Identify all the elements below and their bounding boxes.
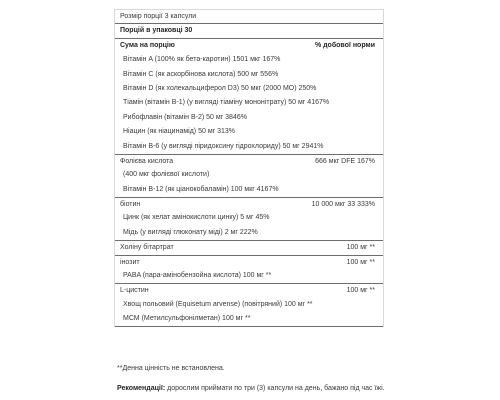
folic-acid-label: Фолієва кислота: [120, 157, 174, 165]
nutrient-row: (400 мкг фолієвої кислоти): [123, 171, 210, 179]
daily-value-footnote: **Денна цінність не встановлена.: [117, 365, 225, 372]
nutrient-row: Вітамін B-6 (у вигляді піридоксину гідрохлориду) 50 мг 2941%: [123, 142, 324, 150]
inositol-amount: 100 мг **: [346, 258, 375, 266]
nutrient-row: Вітамін A (100% як бета-каротин) 1501 мкг 167%: [123, 56, 281, 64]
biotin-label: біотин: [120, 201, 141, 209]
folic-acid-row: [115, 154, 383, 168]
nutrient-row: Ніацин (як ніацинамід) 50 мг 313%: [123, 128, 236, 136]
supplement-facts-table: [114, 9, 384, 327]
servings-per-container: Порцій в упаковці 30: [115, 24, 383, 38]
inositol-row: [115, 255, 383, 269]
l-cystine-label: L-цистин: [120, 287, 149, 295]
nutrient-row: МСМ (Метилсульфонілметан) 100 мг **: [115, 312, 383, 326]
nutrient-row: Вітамін B-12 (як ціанокобаламін) 100 мкг 4167%: [123, 185, 279, 193]
nutrient-row: Хвощ польовий (Equisetum arvense) (повітряний) 100 мг **: [123, 300, 313, 308]
choline-row: [115, 240, 383, 254]
table-header: [115, 39, 383, 53]
l-cystine-row: [115, 283, 383, 297]
nutrient-row: Рибофлавін (вітамін B-2) 50 мг 3846%: [123, 113, 247, 121]
inositol-label: інозит: [120, 258, 140, 266]
nutrient-row: Тіамін (вітамін B-1) (у вигляді тіаміну мононітрату) 50 мг 4167%: [123, 99, 330, 107]
l-cystine-amount: 100 мг **: [346, 287, 375, 295]
nutrient-row: Вітамін C (як аскорбінова кислота) 500 мг 556%: [123, 70, 279, 78]
biotin-amount: 10 000 мкг 33 333%: [311, 201, 375, 209]
nutrient-row: Цинк (як хелат амінокислоти цинку) 5 мг 45%: [123, 214, 270, 222]
amount-per-serving-heading: Сума на порцію: [120, 41, 175, 49]
biotin-row: [115, 197, 383, 211]
nutrient-row: Вітамін D (як холекальциферол D3) 50 мкг (2000 МО) 250%: [123, 84, 317, 92]
daily-value-heading: % добової норми: [314, 41, 375, 49]
nutrient-row: Мідь (у вигляді глюконату міді) 2 мг 222%: [123, 228, 258, 236]
folic-acid-amount: 666 мкг DFE 167%: [315, 157, 375, 165]
paba-row: PABA (пара-амінобензойна кислота) 100 мг **: [123, 272, 272, 280]
recommendation-text: дорослим приймати по три (3) капсули на день, бажано під час їжі.: [165, 385, 385, 392]
choline-amount: 100 мг **: [346, 244, 375, 252]
choline-label: Холіну бітартрат: [120, 244, 174, 252]
recommendation: [117, 385, 385, 392]
recommendation-label: Рекомендації:: [117, 385, 166, 392]
serving-size: Розмір порції 3 капсули: [115, 10, 383, 24]
